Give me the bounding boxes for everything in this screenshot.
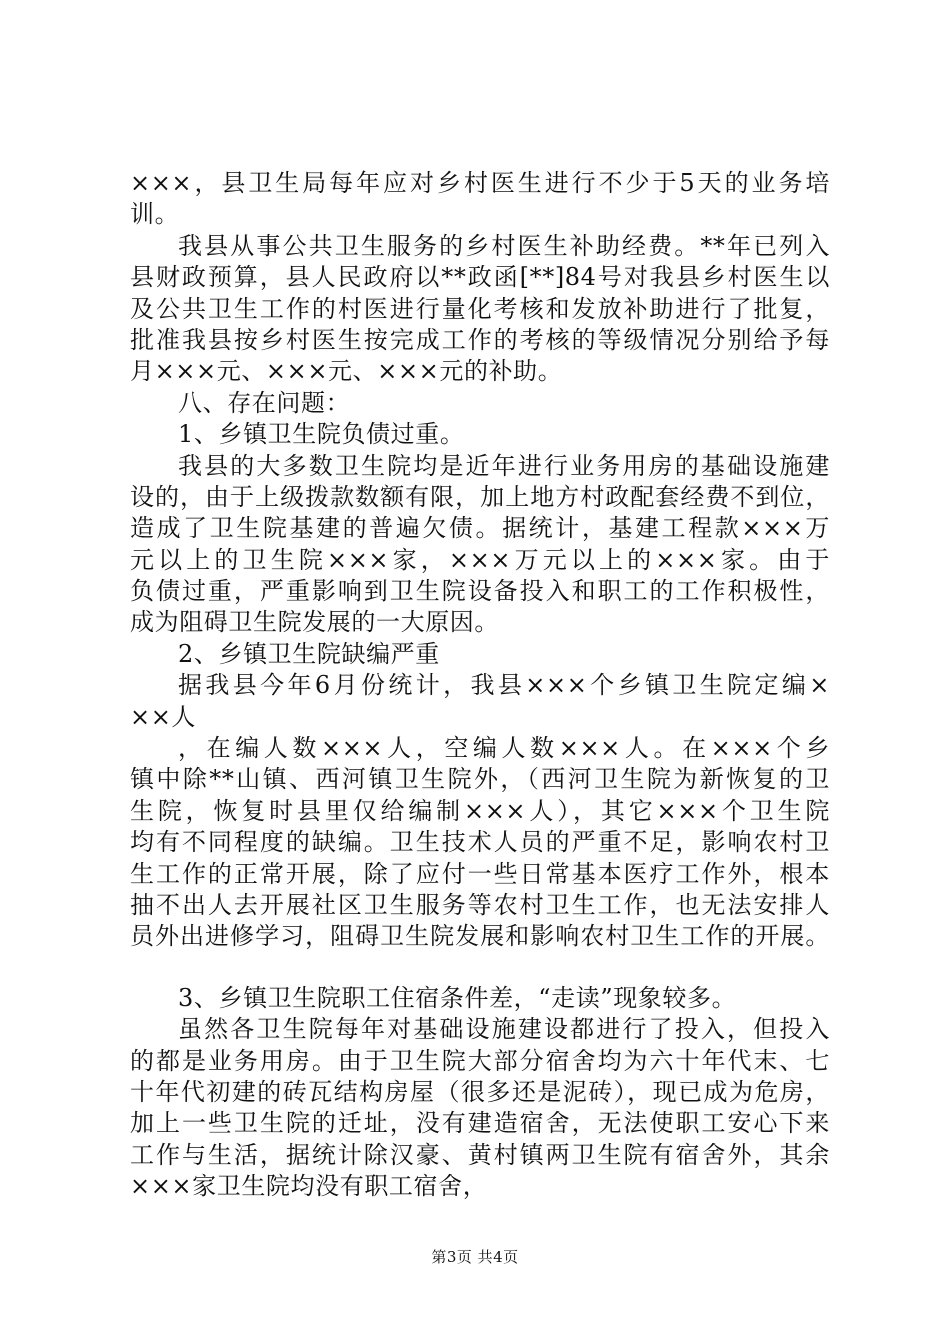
text-line: 成为阻碍卫生院发展的一大原因。 xyxy=(130,608,499,637)
subsection-heading: 3、乡镇卫生院职工住宿条件差，“走读”现象较多。 xyxy=(178,983,737,1012)
text-line: 的都是业务用房。由于卫生院大部分宿舍均为六十年代末、七 xyxy=(130,1046,830,1075)
text-line: ×××，县卫生局每年应对乡村医生进行不少于5天的业务培 xyxy=(130,169,830,197)
text-line: 月×××元、×××元、×××元的补助。 xyxy=(130,357,563,386)
text-line: 元以上的卫生院×××家，×××万元以上的×××家。由于 xyxy=(130,545,830,574)
text-line: 镇中除**山镇、西河镇卫生院外，（西河卫生院为新恢复的卫 xyxy=(130,765,830,794)
text-line: 工作与生活，据统计除汉豪、黄村镇两卫生院有宿舍外，其余 xyxy=(130,1140,830,1169)
section-heading: 八、存在问题： xyxy=(178,388,351,417)
text-line: 我县的大多数卫生院均是近年进行业务用房的基础设施建 xyxy=(178,451,830,480)
text-line: 生院，恢复时县里仅给编制×××人），其它×××个卫生院 xyxy=(130,796,830,825)
text-line: 负债过重，严重影响到卫生院设备投入和职工的工作积极性， xyxy=(130,577,830,606)
text-line: 十年代初建的砖瓦结构房屋（很多还是泥砖），现已成为危房， xyxy=(130,1077,830,1106)
text-line: 及公共卫生工作的村医进行量化考核和发放补助进行了批复， xyxy=(130,294,830,323)
text-line: 设的，由于上级拨款数额有限，加上地方村政配套经费不到位， xyxy=(130,482,830,511)
subsection-heading: 2、乡镇卫生院缺编严重 xyxy=(178,639,440,668)
text-line: 我县从事公共卫生服务的乡村医生补助经费。**年已列入 xyxy=(178,231,830,260)
subsection-heading: 1、乡镇卫生院负债过重。 xyxy=(178,420,465,449)
text-line: ，在编人数×××人，空编人数×××人。在×××个乡 xyxy=(178,734,830,763)
paragraph-gap xyxy=(130,953,830,983)
text-line: 据我县今年6月份统计，我县×××个乡镇卫生院定编× xyxy=(178,671,830,700)
page-number-footer: 第3页 共4页 xyxy=(431,1248,519,1266)
document-body xyxy=(130,168,830,1203)
text-line: ×××家卫生院均没有职工宿舍， xyxy=(130,1172,488,1201)
text-line: 生工作的正常开展，除了应付一些日常基本医疗工作外，根本 xyxy=(130,859,830,888)
text-line: 批准我县按乡村医生按完成工作的考核的等级情况分别给予每 xyxy=(130,325,830,354)
text-line: 加上一些卫生院的迁址，没有建造宿舍，无法使职工安心下来 xyxy=(130,1109,830,1138)
text-line: 员外出进修学习，阻碍卫生院发展和影响农村卫生工作的开展。 xyxy=(130,922,830,951)
text-line: 抽不出人去开展社区卫生服务等农村卫生工作，也无法安排人 xyxy=(130,890,830,919)
text-line: 造成了卫生院基建的普遍欠债。据统计，基建工程款×××万 xyxy=(130,514,830,543)
text-line: ××人 xyxy=(130,702,197,731)
text-line: 县财政预算，县人民政府以**政函[**]84号对我县乡村医生以 xyxy=(130,263,830,292)
text-line: 训。 xyxy=(130,200,180,229)
text-line: 均有不同程度的缺编。卫生技术人员的严重不足，影响农村卫 xyxy=(130,828,830,857)
text-line: 虽然各卫生院每年对基础设施建设都进行了投入，但投入 xyxy=(178,1015,830,1044)
